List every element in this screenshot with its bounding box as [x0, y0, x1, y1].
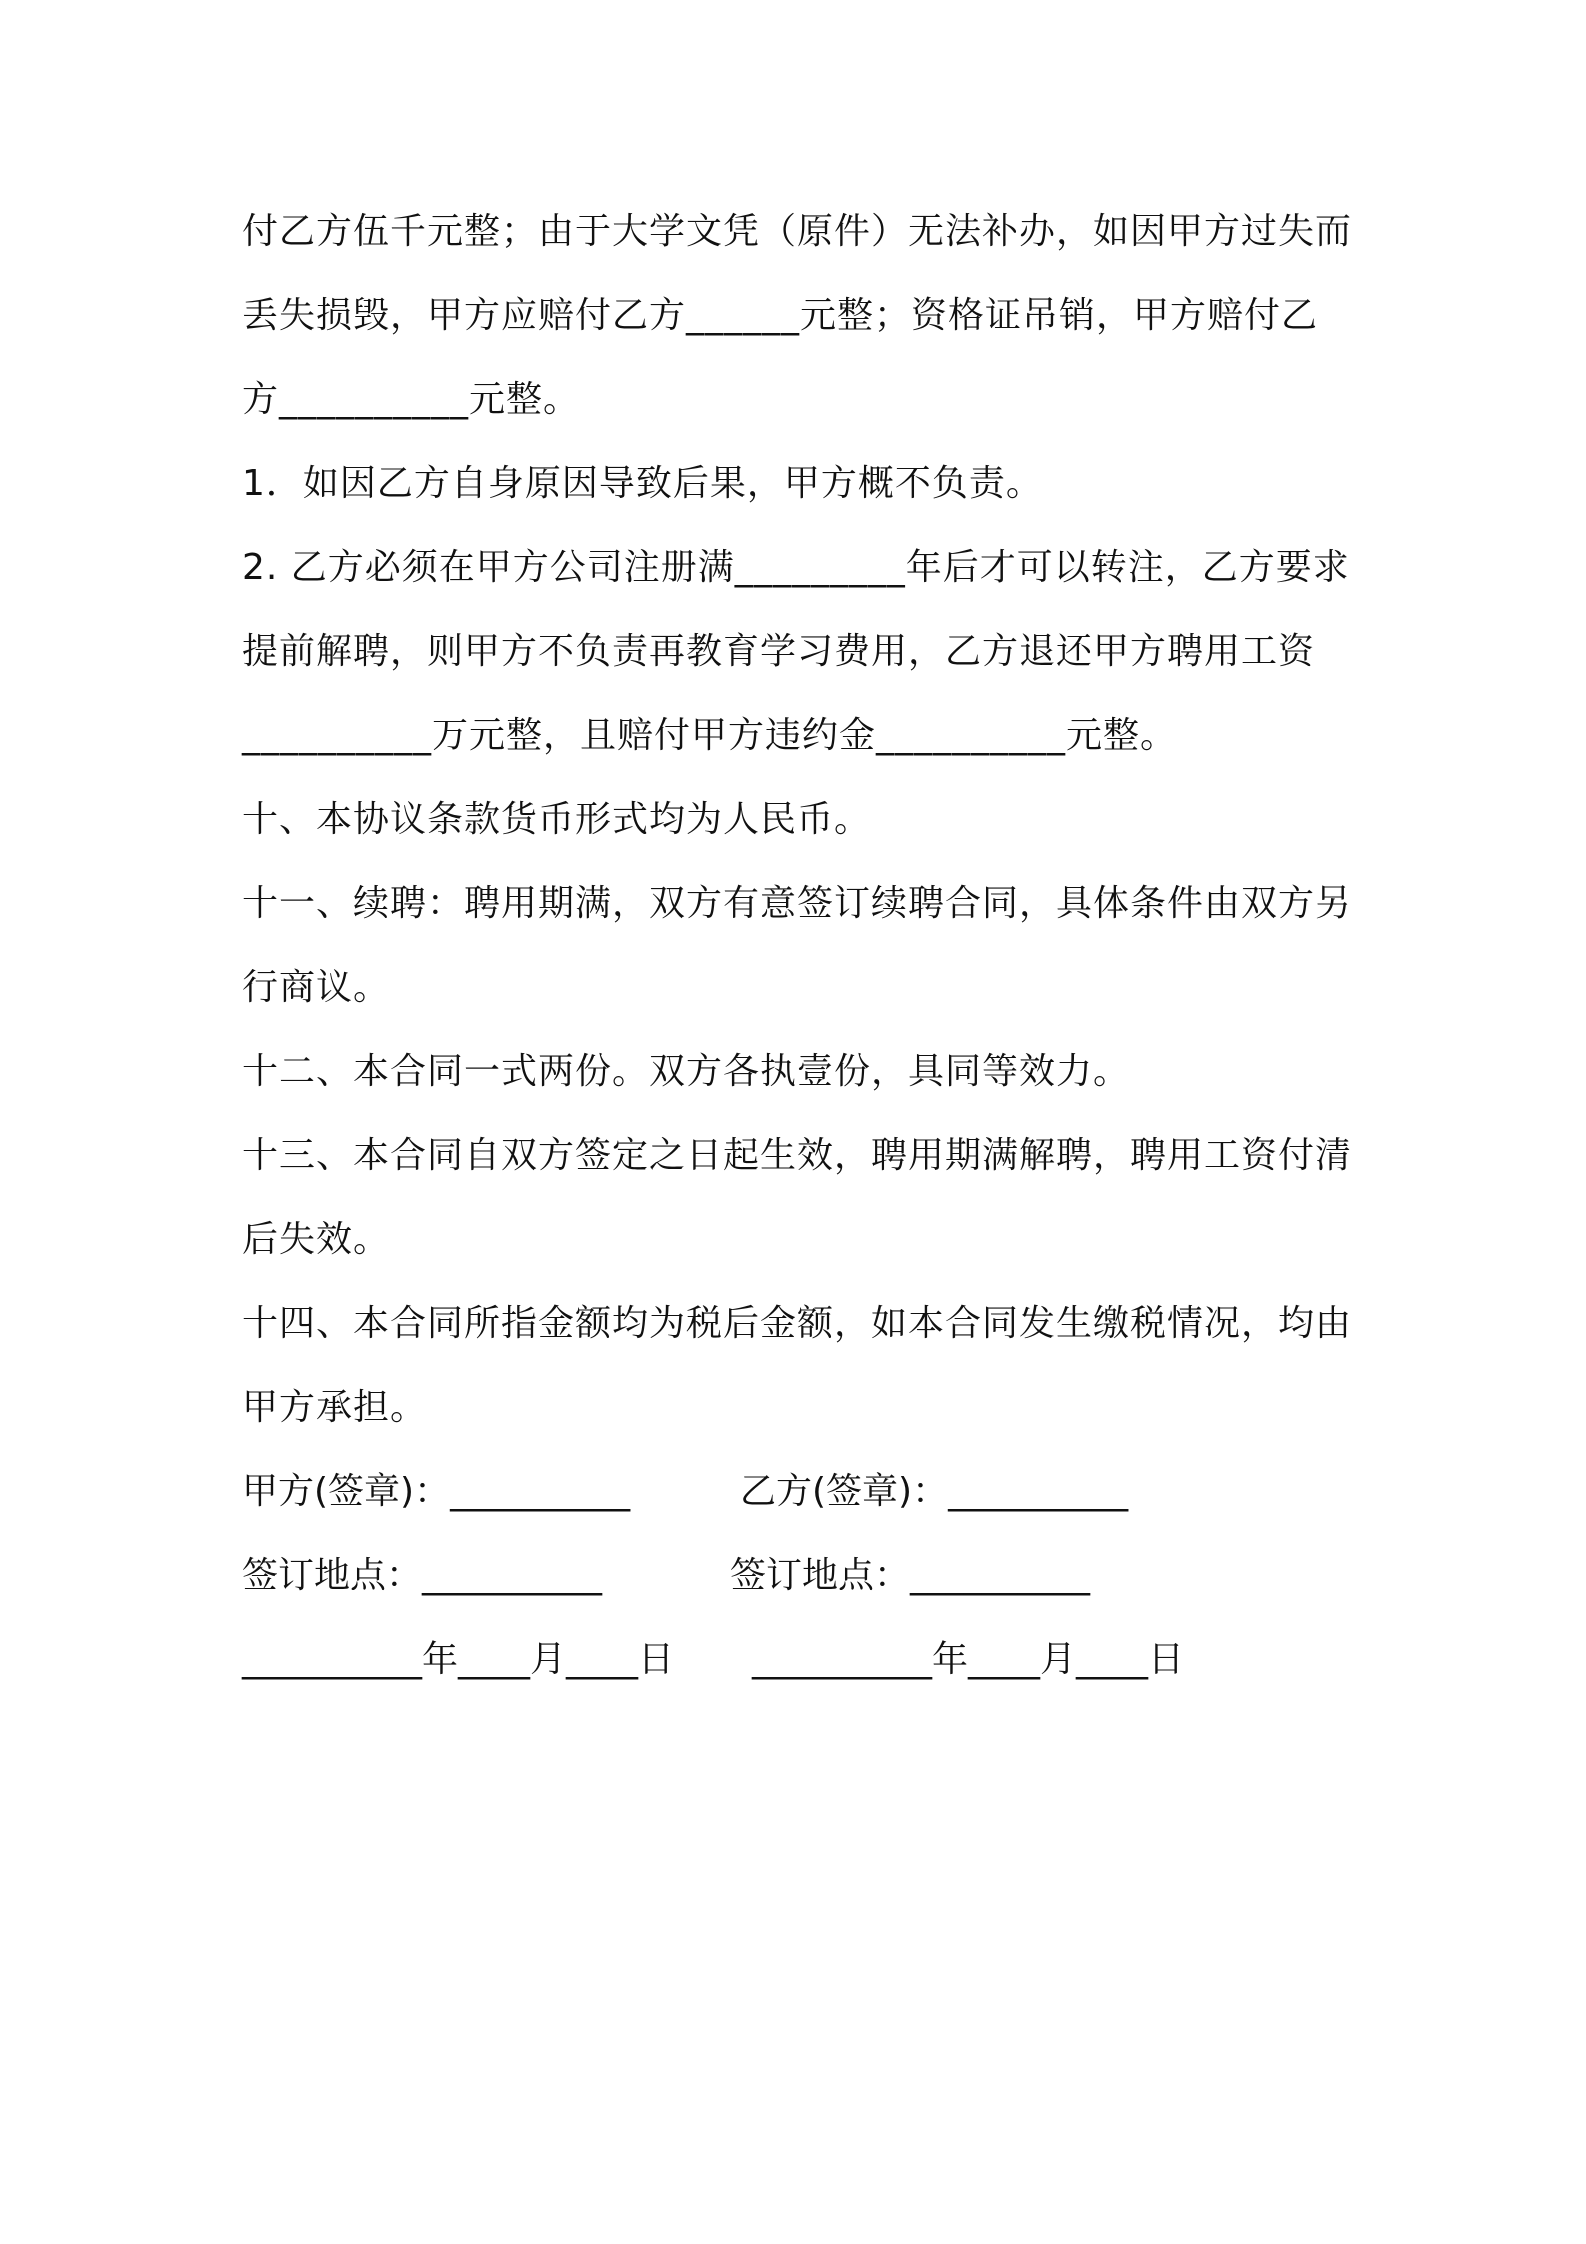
text-line: 甲方承担。 — [242, 1387, 428, 1428]
article-13: 十三、本合同自双方签定之日起生效，聘用期满解聘，聘用工资付清 — [242, 1135, 1353, 1176]
text-line: 后失效。 — [242, 1219, 391, 1260]
party-b-place: 签订地点：__________ — [730, 1555, 1091, 1596]
place-row — [242, 1534, 1362, 1618]
text-line: 丢失损毁，甲方应赔付乙方______元整；资格证吊销，甲方赔付乙 — [242, 295, 1319, 336]
party-a-date: __________年____月____日 — [242, 1639, 674, 1680]
clause-2: 2. 乙方必须在甲方公司注册满_________年后才可以转注，乙方要求 — [242, 547, 1350, 588]
text-line: __________万元整，且赔付甲方违约金__________元整。 — [242, 715, 1178, 756]
contract-page — [242, 190, 1362, 1702]
clause-1: 1．如因乙方自身原因导致后果，甲方概不负责。 — [242, 463, 1043, 504]
seal-row — [242, 1450, 1362, 1534]
article-12: 十二、本合同一式两份。双方各执壹份，具同等效力。 — [242, 1051, 1131, 1092]
date-row — [242, 1618, 1362, 1702]
text-line: 付乙方伍千元整；由于大学文凭（原件）无法补办，如因甲方过失而 — [242, 211, 1353, 252]
text-line: 行商议。 — [242, 967, 391, 1008]
article-11: 十一、续聘：聘用期满，双方有意签订续聘合同，具体条件由双方另 — [242, 883, 1353, 924]
text-line: 提前解聘，则甲方不负责再教育学习费用，乙方退还甲方聘用工资 — [242, 631, 1316, 672]
text-line: 方__________元整。 — [242, 379, 581, 420]
article-14: 十四、本合同所指金额均为税后金额，如本合同发生缴税情况，均由 — [242, 1303, 1353, 1344]
party-b-date: __________年____月____日 — [752, 1639, 1184, 1680]
article-10: 十、本协议条款货币形式均为人民币。 — [242, 799, 872, 840]
party-a-seal: 甲方(签章)：__________ — [242, 1471, 631, 1512]
party-a-place: 签订地点：__________ — [242, 1555, 603, 1596]
party-b-seal: 乙方(签章)：__________ — [740, 1471, 1129, 1512]
